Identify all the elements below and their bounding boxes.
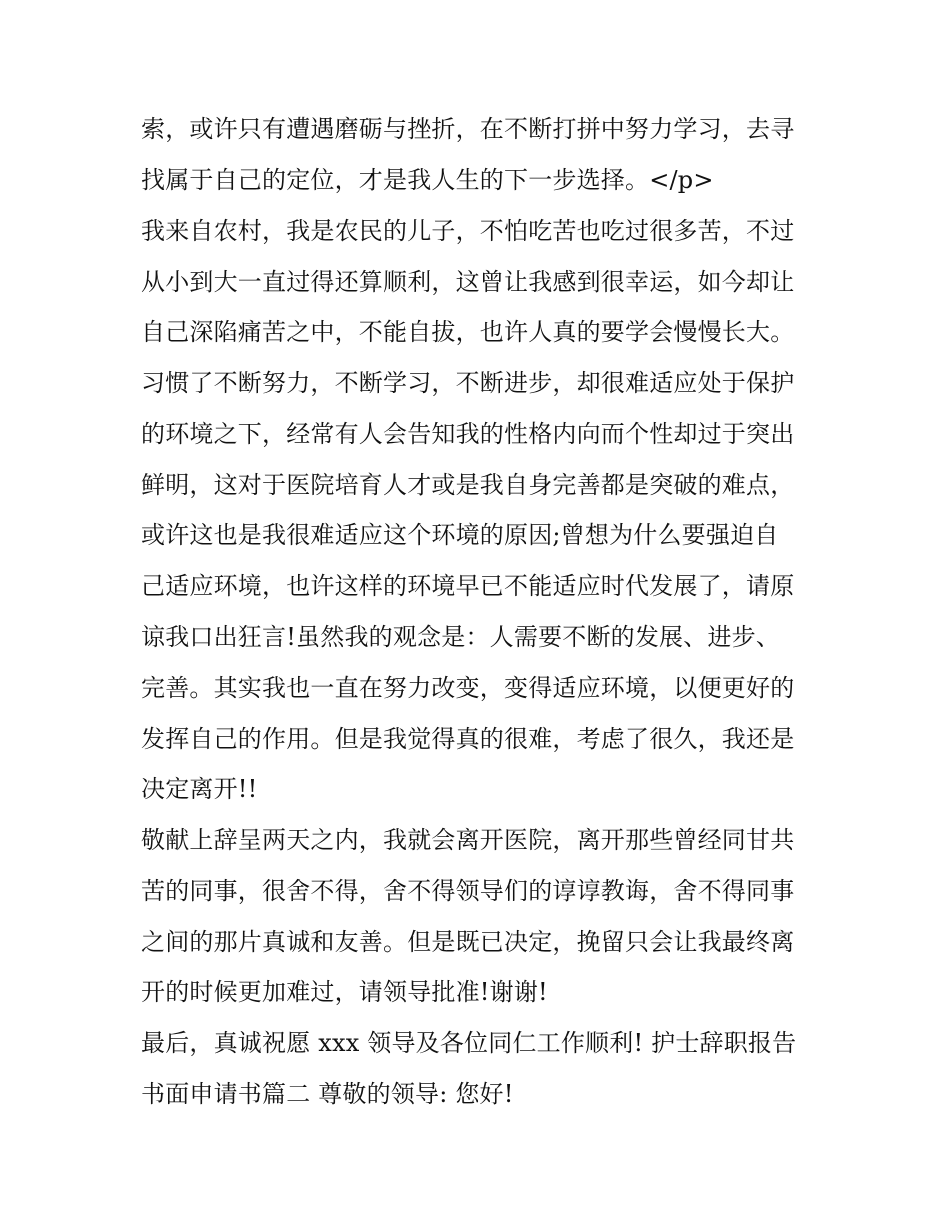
text-line: 书面申请书篇二 尊敬的领导: 您好! [141, 1080, 514, 1108]
text-line: 鲜明，这对于医院培育人才或是我自身完善都是突破的难点， [141, 471, 795, 499]
text-line: 己适应环境，也许这样的环境早已不能适应时代发展了，请原 [141, 572, 795, 600]
text-line: 最后，真诚祝愿 xxx 领导及各位同仁工作顺利! 护士辞职报告 [141, 1029, 797, 1057]
text-line: 谅我口出狂言!虽然我的观念是：人需要不断的发展、进步、 [141, 623, 781, 651]
text-line: 决定离开!! [141, 775, 258, 803]
text-line: 从小到大一直过得还算顺利，这曾让我感到很幸运，如今却让 [141, 268, 795, 296]
text-line: 苦的同事，很舍不得，舍不得领导们的谆谆教诲，舍不得同事 [141, 877, 795, 905]
text-line: 完善。其实我也一直在努力改变，变得适应环境，以便更好的 [141, 674, 795, 702]
text-line: 发挥自己的作用。但是我觉得真的很难，考虑了很久，我还是 [141, 725, 795, 753]
text-line: 索，或许只有遭遇磨砺与挫折，在不断打拼中努力学习，去寻 [141, 115, 795, 143]
text-line: 我来自农村，我是农民的儿子，不怕吃苦也吃过很多苦，不过 [141, 217, 795, 245]
text-line: 习惯了不断努力，不断学习，不断进步，却很难适应处于保护 [141, 369, 795, 397]
text-line: 开的时候更加难过，请领导批准!谢谢! [141, 978, 548, 1006]
text-line: 敬献上辞呈两天之内，我就会离开医院，离开那些曾经同甘共 [141, 826, 795, 854]
text-line: 的环境之下，经常有人会告知我的性格内向而个性却过于突出 [141, 420, 795, 448]
text-line: 找属于自己的定位，才是我人生的下一步选择。</p> [141, 166, 714, 194]
text-line: 或许这也是我很难适应这个环境的原因;曾想为什么要强迫自 [141, 521, 779, 549]
text-line: 自己深陷痛苦之中，不能自拔，也许人真的要学会慢慢长大。 [141, 318, 795, 346]
text-line: 之间的那片真诚和友善。但是既已决定，挽留只会让我最终离 [141, 928, 795, 956]
